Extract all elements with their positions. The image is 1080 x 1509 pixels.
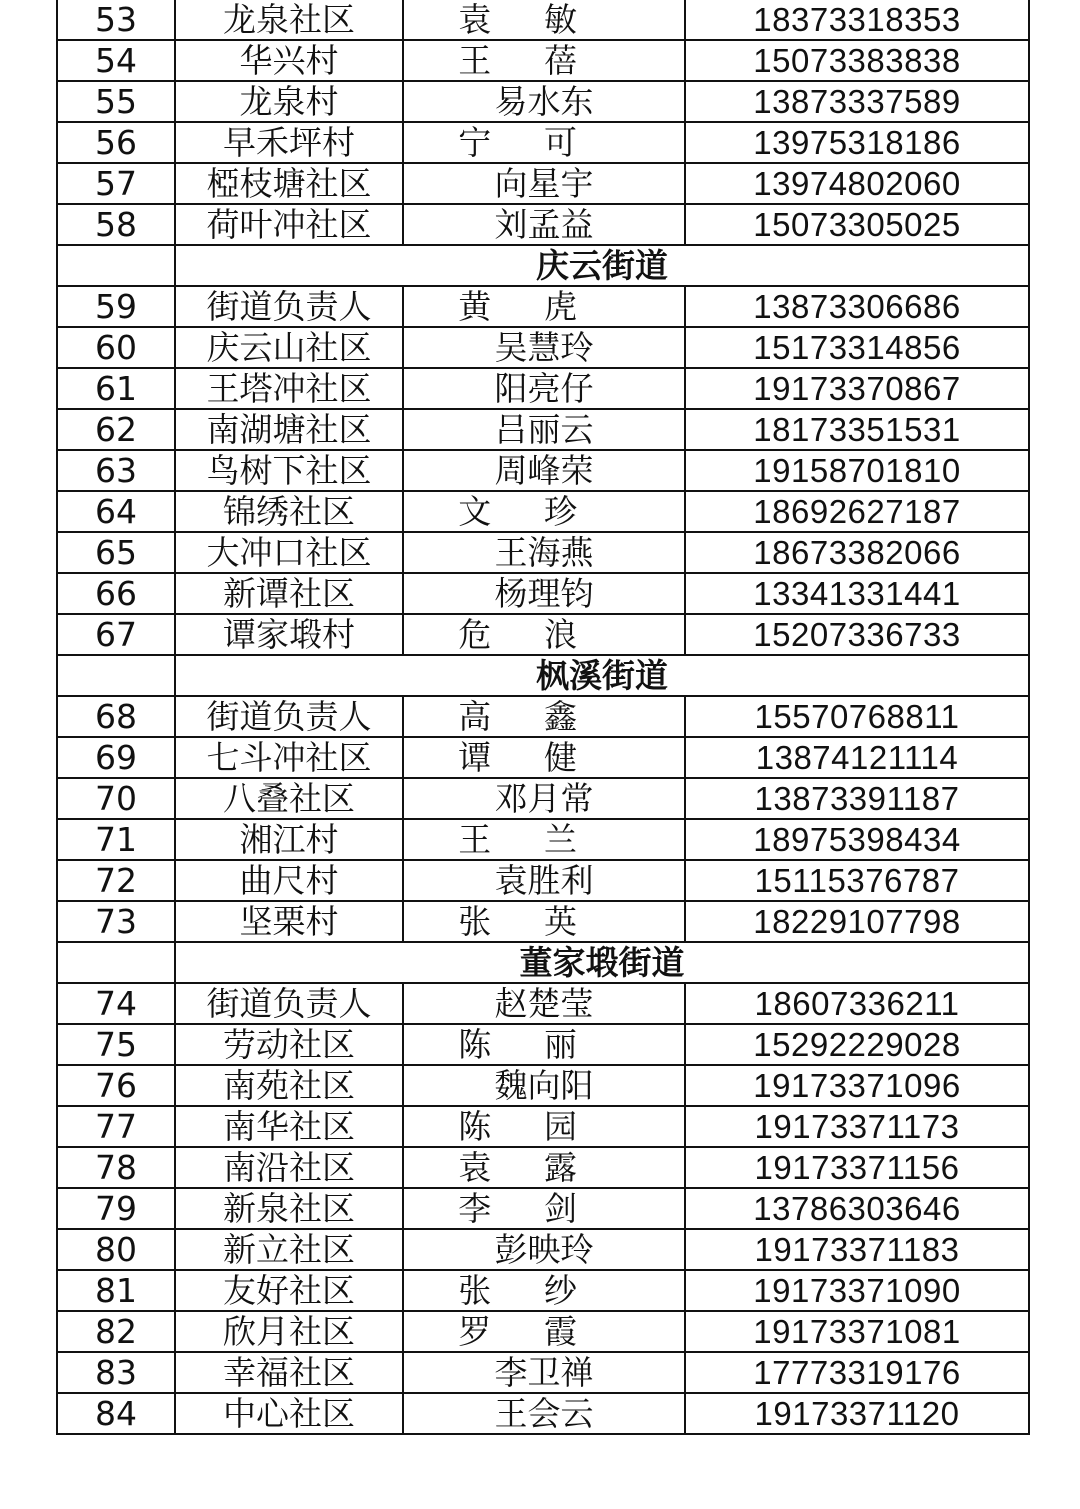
contact-person-cell: 李剑 (403, 1188, 685, 1229)
serial-number-cell: 62 (57, 409, 175, 450)
phone-number-cell: 15570768811 (685, 696, 1029, 737)
phone-number-cell: 19173371183 (685, 1229, 1029, 1270)
phone-number-cell: 15073383838 (685, 40, 1029, 81)
unit-name-cell: 八叠社区 (175, 778, 403, 819)
table-row (57, 1188, 1029, 1229)
contact-person-cell: 王兰 (403, 819, 685, 860)
contact-person-cell: 向星宇 (403, 163, 685, 204)
contact-person-cell: 吕丽云 (403, 409, 685, 450)
serial-number-cell: 73 (57, 901, 175, 942)
serial-number-cell: 83 (57, 1352, 175, 1393)
table-row (57, 1270, 1029, 1311)
contact-person-cell: 阳亮仔 (403, 368, 685, 409)
contact-person-cell: 李卫禅 (403, 1352, 685, 1393)
phone-number-cell: 18229107798 (685, 901, 1029, 942)
table-row (57, 532, 1029, 573)
table-row (57, 204, 1029, 245)
table-row (57, 860, 1029, 901)
unit-name-cell: 新谭社区 (175, 573, 403, 614)
phone-number-cell: 13873337589 (685, 81, 1029, 122)
serial-number-cell: 64 (57, 491, 175, 532)
phone-number-cell: 18607336211 (685, 983, 1029, 1024)
serial-number-cell: 80 (57, 1229, 175, 1270)
serial-number-cell: 57 (57, 163, 175, 204)
contact-person-cell: 陈园 (403, 1106, 685, 1147)
phone-number-cell: 17773319176 (685, 1352, 1029, 1393)
contact-person-cell: 吴慧玲 (403, 327, 685, 368)
unit-name-cell: 南华社区 (175, 1106, 403, 1147)
contact-person-cell: 刘孟益 (403, 204, 685, 245)
unit-name-cell: 谭家塅村 (175, 614, 403, 655)
phone-number-cell: 13873391187 (685, 778, 1029, 819)
serial-number-cell: 75 (57, 1024, 175, 1065)
serial-number-cell: 63 (57, 450, 175, 491)
table-row (57, 1147, 1029, 1188)
serial-number-cell: 67 (57, 614, 175, 655)
contact-person-cell: 王海燕 (403, 532, 685, 573)
phone-number-cell: 19173371081 (685, 1311, 1029, 1352)
contact-person-cell: 王会云 (403, 1393, 685, 1434)
contact-person-cell: 袁胜利 (403, 860, 685, 901)
unit-name-cell: 南沿社区 (175, 1147, 403, 1188)
unit-name-cell: 华兴村 (175, 40, 403, 81)
serial-number-cell: 76 (57, 1065, 175, 1106)
unit-name-cell: 新立社区 (175, 1229, 403, 1270)
table-row (57, 778, 1029, 819)
phone-number-cell: 19158701810 (685, 450, 1029, 491)
unit-name-cell: 街道负责人 (175, 696, 403, 737)
serial-number-cell: 78 (57, 1147, 175, 1188)
contact-person-cell: 赵楚莹 (403, 983, 685, 1024)
contact-person-cell: 王蓓 (403, 40, 685, 81)
table-row (57, 286, 1029, 327)
unit-name-cell: 椏枝塘社区 (175, 163, 403, 204)
serial-number-cell: 79 (57, 1188, 175, 1229)
contact-person-cell: 张英 (403, 901, 685, 942)
table-row (57, 327, 1029, 368)
phone-number-cell: 19173371090 (685, 1270, 1029, 1311)
serial-number-cell: 77 (57, 1106, 175, 1147)
phone-number-cell: 18173351531 (685, 409, 1029, 450)
unit-name-cell: 七斗冲社区 (175, 737, 403, 778)
phone-number-cell: 15207336733 (685, 614, 1029, 655)
contact-person-cell: 张纱 (403, 1270, 685, 1311)
table-body (57, 0, 1029, 1434)
phone-number-cell: 18673382066 (685, 532, 1029, 573)
contact-person-cell: 魏向阳 (403, 1065, 685, 1106)
contact-person-cell: 陈丽 (403, 1024, 685, 1065)
unit-name-cell: 友好社区 (175, 1270, 403, 1311)
phone-number-cell: 13975318186 (685, 122, 1029, 163)
section-header-row (57, 245, 1029, 286)
serial-number-cell: 71 (57, 819, 175, 860)
contact-person-cell: 谭健 (403, 737, 685, 778)
contact-person-cell: 袁露 (403, 1147, 685, 1188)
table-row (57, 1352, 1029, 1393)
unit-name-cell: 街道负责人 (175, 983, 403, 1024)
unit-name-cell: 龙泉社区 (175, 0, 403, 40)
serial-number-cell: 58 (57, 204, 175, 245)
contact-person-cell: 周峰荣 (403, 450, 685, 491)
section-blank-cell (57, 245, 175, 286)
section-title: 枫溪街道 (175, 655, 1029, 696)
phone-number-cell: 19173371156 (685, 1147, 1029, 1188)
phone-number-cell: 15173314856 (685, 327, 1029, 368)
table-row (57, 491, 1029, 532)
unit-name-cell: 早禾坪村 (175, 122, 403, 163)
contact-person-cell: 袁敏 (403, 0, 685, 40)
section-blank-cell (57, 942, 175, 983)
section-header-row (57, 942, 1029, 983)
serial-number-cell: 82 (57, 1311, 175, 1352)
phone-number-cell: 13873306686 (685, 286, 1029, 327)
table-row (57, 1393, 1029, 1434)
phone-number-cell: 19173370867 (685, 368, 1029, 409)
serial-number-cell: 74 (57, 983, 175, 1024)
table-row (57, 1229, 1029, 1270)
table-row (57, 614, 1029, 655)
table-row (57, 1311, 1029, 1352)
table-row (57, 0, 1029, 40)
table-row (57, 1106, 1029, 1147)
section-title: 董家塅街道 (175, 942, 1029, 983)
serial-number-cell: 61 (57, 368, 175, 409)
phone-number-cell: 13786303646 (685, 1188, 1029, 1229)
phone-number-cell: 19173371173 (685, 1106, 1029, 1147)
serial-number-cell: 69 (57, 737, 175, 778)
contact-table (56, 0, 1030, 1435)
contact-person-cell: 杨理钧 (403, 573, 685, 614)
table-row (57, 1065, 1029, 1106)
serial-number-cell: 56 (57, 122, 175, 163)
contact-person-cell: 邓月常 (403, 778, 685, 819)
unit-name-cell: 曲尺村 (175, 860, 403, 901)
table-row (57, 737, 1029, 778)
table-row (57, 450, 1029, 491)
serial-number-cell: 65 (57, 532, 175, 573)
unit-name-cell: 湘江村 (175, 819, 403, 860)
unit-name-cell: 劳动社区 (175, 1024, 403, 1065)
contact-person-cell: 罗霞 (403, 1311, 685, 1352)
table-row (57, 368, 1029, 409)
table-row (57, 983, 1029, 1024)
contact-person-cell: 黄虎 (403, 286, 685, 327)
serial-number-cell: 55 (57, 81, 175, 122)
unit-name-cell: 新泉社区 (175, 1188, 403, 1229)
unit-name-cell: 大冲口社区 (175, 532, 403, 573)
unit-name-cell: 鸟树下社区 (175, 450, 403, 491)
contact-person-cell: 易水东 (403, 81, 685, 122)
unit-name-cell: 街道负责人 (175, 286, 403, 327)
serial-number-cell: 66 (57, 573, 175, 614)
unit-name-cell: 欣月社区 (175, 1311, 403, 1352)
contact-person-cell: 高鑫 (403, 696, 685, 737)
unit-name-cell: 王塔冲社区 (175, 368, 403, 409)
unit-name-cell: 荷叶冲社区 (175, 204, 403, 245)
section-header-row (57, 655, 1029, 696)
contact-person-cell: 文珍 (403, 491, 685, 532)
serial-number-cell: 60 (57, 327, 175, 368)
serial-number-cell: 70 (57, 778, 175, 819)
table-row (57, 40, 1029, 81)
phone-number-cell: 18692627187 (685, 491, 1029, 532)
serial-number-cell: 53 (57, 0, 175, 40)
phone-number-cell: 19173371120 (685, 1393, 1029, 1434)
table-row (57, 1024, 1029, 1065)
table-row (57, 81, 1029, 122)
phone-number-cell: 13874121114 (685, 737, 1029, 778)
contact-person-cell: 危浪 (403, 614, 685, 655)
table-row (57, 163, 1029, 204)
table-row (57, 901, 1029, 942)
unit-name-cell: 龙泉村 (175, 81, 403, 122)
unit-name-cell: 庆云山社区 (175, 327, 403, 368)
serial-number-cell: 84 (57, 1393, 175, 1434)
unit-name-cell: 坚栗村 (175, 901, 403, 942)
phone-number-cell: 18975398434 (685, 819, 1029, 860)
serial-number-cell: 59 (57, 286, 175, 327)
phone-number-cell: 13341331441 (685, 573, 1029, 614)
table-row (57, 122, 1029, 163)
unit-name-cell: 南湖塘社区 (175, 409, 403, 450)
unit-name-cell: 中心社区 (175, 1393, 403, 1434)
unit-name-cell: 锦绣社区 (175, 491, 403, 532)
section-blank-cell (57, 655, 175, 696)
contact-person-cell: 彭映玲 (403, 1229, 685, 1270)
table-row (57, 573, 1029, 614)
phone-number-cell: 15073305025 (685, 204, 1029, 245)
phone-number-cell: 13974802060 (685, 163, 1029, 204)
unit-name-cell: 幸福社区 (175, 1352, 403, 1393)
phone-number-cell: 15115376787 (685, 860, 1029, 901)
table-row (57, 409, 1029, 450)
serial-number-cell: 81 (57, 1270, 175, 1311)
contact-person-cell: 宁可 (403, 122, 685, 163)
table-row (57, 819, 1029, 860)
section-title: 庆云街道 (175, 245, 1029, 286)
unit-name-cell: 南苑社区 (175, 1065, 403, 1106)
phone-number-cell: 15292229028 (685, 1024, 1029, 1065)
phone-number-cell: 18373318353 (685, 0, 1029, 40)
serial-number-cell: 72 (57, 860, 175, 901)
table-row (57, 696, 1029, 737)
phone-number-cell: 19173371096 (685, 1065, 1029, 1106)
serial-number-cell: 54 (57, 40, 175, 81)
serial-number-cell: 68 (57, 696, 175, 737)
